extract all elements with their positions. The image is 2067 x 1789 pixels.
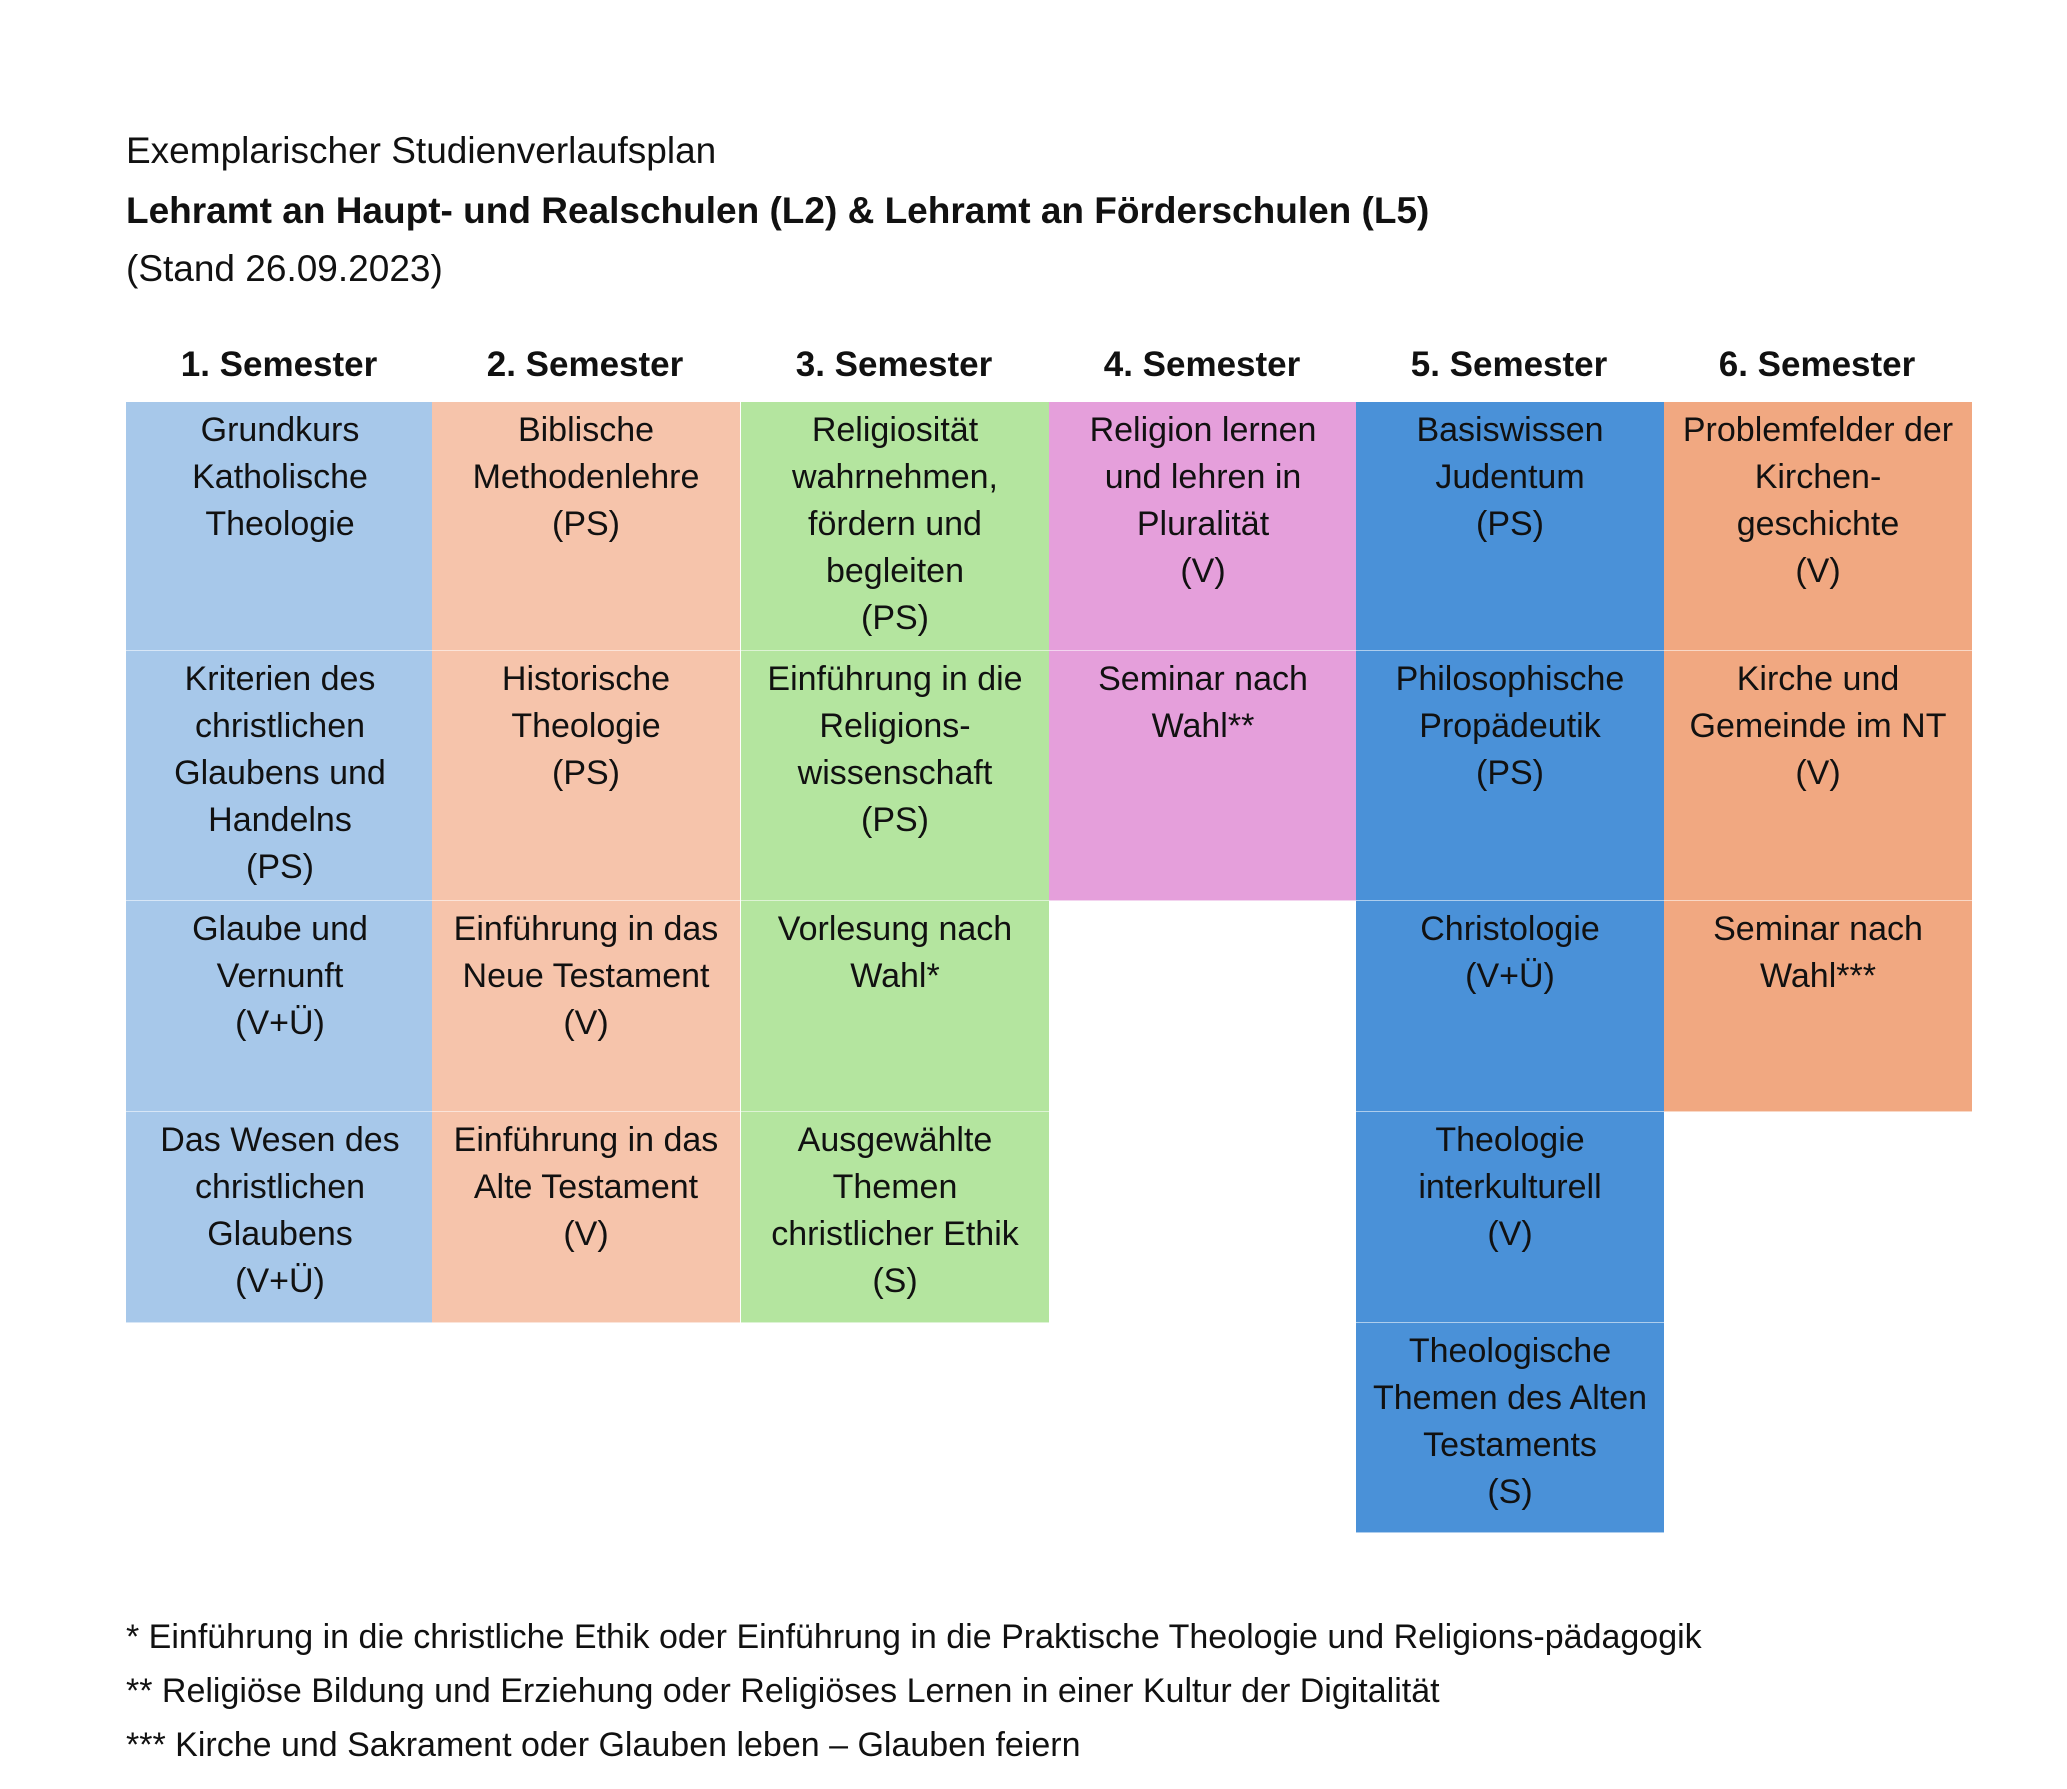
course-line: Kriterien des: [184, 660, 376, 698]
course-line: Problemfelder der: [1682, 411, 1954, 449]
course-line: (PS): [246, 848, 314, 886]
course-line: (PS): [1476, 505, 1544, 543]
course-line: interkulturell: [1418, 1168, 1602, 1206]
course-line: Wahl*: [850, 957, 940, 995]
course-line: (PS): [552, 505, 620, 543]
course-line: Kirchen-: [1754, 458, 1882, 496]
course-line: Grundkurs: [200, 411, 360, 449]
course-line: Neue Testament: [462, 957, 710, 995]
course-line: Basiswissen: [1416, 411, 1604, 449]
course-line: Seminar nach: [1098, 660, 1308, 698]
course-line: Ausgewählte: [797, 1121, 993, 1159]
course-cell-sem2-4: [432, 1112, 740, 1323]
course-line: (V): [1180, 552, 1226, 590]
course-cell-sem1-1: [126, 402, 434, 651]
course-cell-sem5-1: [1356, 402, 1664, 651]
semester-header-5: 5. Semester: [1410, 345, 1608, 384]
document-date: (Stand 26.09.2023): [126, 248, 443, 289]
course-line: (V+Ü): [235, 1262, 325, 1300]
course-cell-sem2-1: [432, 402, 740, 651]
course-cell-sem5-3: [1356, 901, 1664, 1112]
document-subtitle: Lehramt an Haupt- und Realschulen (L2) & Lehramt an Förderschulen (L5): [126, 190, 1430, 231]
course-line: Vorlesung nach: [777, 910, 1013, 948]
course-cell-sem6-2: [1664, 651, 1972, 901]
course-cell-sem6-3: [1664, 901, 1972, 1112]
course-cell-sem5-2: [1356, 651, 1664, 901]
document-title: Exemplarischer Studienverlaufsplan: [126, 130, 717, 171]
course-line: Theologie: [205, 505, 355, 543]
course-cell-sem1-3: [126, 901, 434, 1112]
course-line: (S): [872, 1262, 918, 1300]
course-line: Einführung in das: [453, 1121, 719, 1159]
course-line: Wahl***: [1760, 957, 1876, 995]
course-line: und lehren in: [1104, 458, 1302, 496]
course-line: Testaments: [1423, 1426, 1597, 1464]
course-cell-sem3-1: [741, 402, 1049, 651]
footnote-1: * Einführung in die christliche Ethik oder Einführung in die Praktische Theologie und Religions-pädagogik: [126, 1618, 1702, 1656]
course-line: (V): [1795, 552, 1841, 590]
course-line: Religiosität: [811, 411, 979, 449]
course-line: (PS): [861, 599, 929, 637]
semester-header-3: 3. Semester: [795, 345, 993, 384]
course-line: christlichen: [194, 1168, 366, 1206]
semester-header-1: 1. Semester: [180, 345, 378, 384]
course-cell-sem1-4: [126, 1112, 434, 1323]
course-line: (PS): [861, 801, 929, 839]
course-line: Katholische: [192, 458, 368, 496]
course-line: (V): [1795, 754, 1841, 792]
course-line: Religions-: [819, 707, 971, 745]
course-line: Theologie: [511, 707, 661, 745]
course-cell-sem3-3: [741, 901, 1049, 1112]
course-line: Historische: [501, 660, 671, 698]
course-line: (PS): [552, 754, 620, 792]
course-cell-sem6-1: [1664, 402, 1972, 651]
semester-header-6: 6. Semester: [1718, 345, 1916, 384]
course-line: Religion lernen: [1089, 411, 1317, 449]
footnote-3: *** Kirche und Sakrament oder Glauben leben – Glauben feiern: [126, 1726, 1081, 1764]
course-line: (V+Ü): [235, 1004, 325, 1042]
course-line: fördern und: [808, 505, 982, 543]
course-line: Judentum: [1435, 458, 1585, 496]
course-line: Alte Testament: [473, 1168, 699, 1206]
course-line: Vernunft: [216, 957, 344, 995]
course-line: Wahl**: [1151, 707, 1255, 745]
course-line: Pluralität: [1136, 505, 1270, 543]
course-cell-sem2-2: [432, 651, 740, 901]
course-cell-sem4-1: [1049, 402, 1357, 651]
course-line: Propädeutik: [1419, 707, 1601, 745]
course-line: geschichte: [1736, 505, 1900, 543]
course-cell-sem4-2: [1049, 651, 1357, 901]
course-cell-sem1-2: [126, 651, 434, 901]
course-cell-sem3-2: [741, 651, 1049, 901]
course-line: Methodenlehre: [472, 458, 700, 496]
course-line: Einführung in die: [767, 660, 1023, 698]
course-line: Glaubens und: [174, 754, 386, 792]
course-line: wissenschaft: [797, 754, 993, 792]
course-line: Theologie: [1435, 1121, 1585, 1159]
course-line: Seminar nach: [1713, 910, 1923, 948]
course-line: (S): [1487, 1473, 1533, 1511]
course-cell-sem2-3: [432, 901, 740, 1112]
course-line: Christologie: [1420, 910, 1600, 948]
course-line: Gemeinde im NT: [1689, 707, 1947, 745]
course-line: Das Wesen des: [160, 1121, 400, 1159]
course-line: Themen: [832, 1168, 958, 1206]
course-line: christlichen: [194, 707, 366, 745]
course-line: christlicher Ethik: [771, 1215, 1019, 1253]
course-line: (V): [1487, 1215, 1533, 1253]
course-line: (V): [563, 1215, 609, 1253]
course-line: Theologische: [1408, 1332, 1612, 1370]
course-line: Glaubens: [207, 1215, 353, 1253]
course-line: Themen des Alten: [1372, 1379, 1648, 1417]
course-line: Biblische: [517, 411, 655, 449]
course-line: Glaube und: [192, 910, 368, 948]
course-line: wahrnehmen,: [791, 458, 998, 496]
course-line: Philosophische: [1395, 660, 1625, 698]
course-line: Handelns: [208, 801, 352, 839]
course-line: (V): [563, 1004, 609, 1042]
semester-header-4: 4. Semester: [1103, 345, 1301, 384]
course-cell-sem5-4: [1356, 1112, 1664, 1323]
course-line: (V+Ü): [1465, 957, 1555, 995]
course-line: Einführung in das: [453, 910, 719, 948]
course-cell-sem3-4: [741, 1112, 1049, 1323]
course-cell-sem5-5: [1356, 1323, 1664, 1533]
course-line: begleiten: [825, 552, 964, 590]
semester-header-2: 2. Semester: [486, 345, 684, 384]
course-line: (PS): [1476, 754, 1544, 792]
footnote-2: ** Religiöse Bildung und Erziehung oder Religiöses Lernen in einer Kultur der Digitalität: [126, 1672, 1440, 1710]
course-line: Kirche und: [1736, 660, 1900, 698]
